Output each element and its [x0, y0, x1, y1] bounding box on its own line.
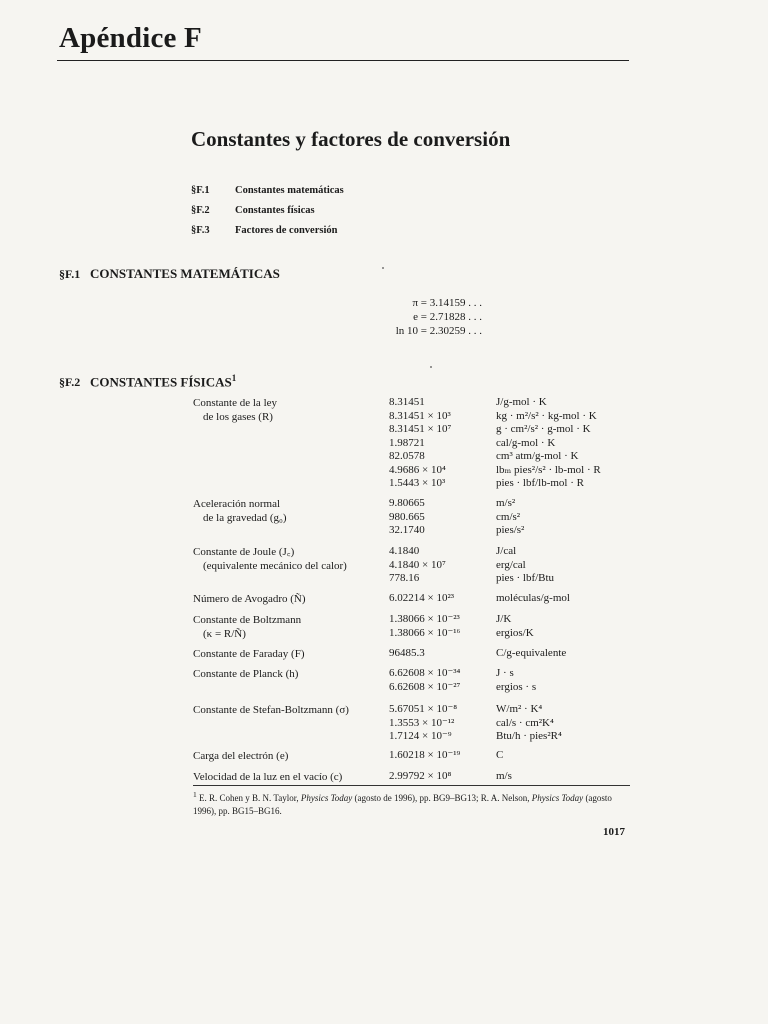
constant-value: 4.9686 × 10⁴: [389, 463, 446, 476]
constant-name-line: (κ = R/Ñ): [203, 628, 246, 640]
constant-value: 4.1840 × 10⁷: [389, 558, 446, 571]
constant-value: 1.38066 × 10⁻²³: [389, 613, 460, 625]
constant-unit: kg · m²/s² · kg-mol · K: [496, 409, 597, 422]
constant-value: 778.16: [389, 572, 420, 584]
page-number: 1017: [603, 826, 625, 838]
constant-values: [389, 613, 460, 640]
section-number: §F.2: [59, 375, 81, 390]
constant-units: [496, 545, 554, 586]
constant-value: 1.3553 × 10⁻¹²: [389, 716, 455, 729]
constant-unit: lbₘ pies²/s² · lb-mol · R: [496, 463, 601, 476]
constant-values: [389, 770, 451, 784]
constant-name: [193, 749, 288, 763]
constant-units: [496, 497, 524, 538]
constant-unit: J/g-mol · K: [496, 396, 547, 408]
scan-speck: [430, 366, 432, 368]
constant-value: 6.02214 × 10²³: [389, 592, 455, 604]
constant-unit: C: [496, 749, 504, 761]
section-number: §F.1: [59, 267, 81, 281]
constant-values: [389, 396, 451, 491]
toc-number: §F.1: [191, 185, 210, 196]
footnote-mark: 1: [231, 373, 237, 383]
constant-unit: J/cal: [496, 545, 517, 557]
constant-name: [193, 667, 298, 681]
constant-name: [193, 770, 342, 784]
constant-unit: m/s: [496, 770, 512, 782]
constant-name-line: Constante de Boltzmann: [193, 614, 302, 626]
constant-value: 2.99792 × 10⁸: [389, 770, 452, 782]
constant-unit: moléculas/g-mol: [496, 592, 570, 604]
section-title: CONSTANTES FÍSICAS: [90, 374, 232, 390]
constant-value: 6.62608 × 10⁻³⁴: [389, 667, 461, 679]
constant-name: [193, 545, 347, 573]
constant-values: [389, 592, 454, 606]
constant-value: 1.7124 × 10⁻⁹: [389, 730, 452, 742]
constant-unit: erg/cal: [496, 558, 526, 571]
constant-name: [193, 396, 277, 424]
constant-unit: J · s: [496, 667, 514, 679]
constant-units: [496, 667, 536, 694]
constant-value: 8.31451 × 10⁷: [389, 423, 452, 435]
constant-unit: pies/s²: [496, 524, 525, 536]
toc-number: §F.3: [191, 225, 210, 236]
toc-number: §F.2: [191, 205, 210, 216]
constant-unit: cal/s · cm²K⁴: [496, 716, 554, 729]
constant-unit: C/g-equivalente: [496, 647, 567, 659]
constant-name-line: Constante de Faraday (F): [193, 648, 305, 660]
constant-value: 1.60218 × 10⁻¹⁹: [389, 749, 461, 761]
constant-values: [389, 749, 460, 763]
scan-speck: [382, 267, 384, 269]
footnote: [193, 788, 633, 818]
constant-name-line: Constante de la ley: [193, 397, 278, 409]
constant-value: 1.5443 × 10³: [389, 477, 446, 489]
constant-units: [496, 647, 566, 661]
toc-label: Factores de conversión: [235, 225, 338, 236]
constant-name: [193, 703, 349, 717]
constant-value: 9.80665: [389, 497, 425, 509]
constant-units: [496, 396, 601, 491]
section-heading-math: [59, 266, 280, 282]
constant-units: [496, 749, 503, 763]
footnote-mark: 1: [193, 790, 197, 799]
constant-value: 1.38066 × 10⁻¹⁶: [389, 626, 461, 639]
constant-name-line: Aceleración normal: [193, 498, 281, 510]
constant-units: [496, 592, 570, 606]
constant-unit: Btu/h · pies²R⁴: [496, 730, 562, 742]
math-constant-e: e = 2.71828 . . .: [413, 311, 482, 323]
constant-name-line: Constante de Joule (J꜀): [193, 546, 295, 558]
constant-unit: pies · lbf/Btu: [496, 572, 555, 584]
constant-unit: cm³ atm/g-mol · K: [496, 450, 579, 462]
constant-unit: ergios/K: [496, 626, 534, 639]
constant-unit: J/K: [496, 613, 512, 625]
constant-unit: g · cm²/s² · g-mol · K: [496, 423, 591, 435]
footnote-text: (agosto de 1996), pp. BG9–BG13; R. A. Nelson,: [354, 793, 530, 803]
constant-name-line: Velocidad de la luz en el vacío (c): [193, 771, 343, 783]
constant-values: [389, 647, 425, 661]
constant-value: 32.1740: [389, 524, 425, 536]
constant-name-line: Carga del electrón (e): [193, 750, 289, 762]
toc-item: [191, 225, 337, 236]
constant-value: 96485.3: [389, 647, 425, 659]
footnote-journal: Physics Today: [300, 793, 353, 803]
constant-unit: ergios · s: [496, 680, 537, 693]
constant-unit: W/m² · K⁴: [496, 703, 543, 715]
constant-unit: cal/g-mol · K: [496, 436, 556, 449]
footnote-journal: Physics Today: [531, 793, 584, 803]
toc-label: Constantes matemáticas: [235, 185, 344, 196]
toc-item: [191, 185, 344, 196]
constant-unit: cm/s²: [496, 510, 521, 523]
toc-item: [191, 205, 315, 216]
section-heading-physical: [59, 373, 236, 390]
constant-values: [389, 667, 460, 694]
constant-name-line: Constante de Planck (h): [193, 668, 299, 680]
constant-name: [193, 592, 306, 606]
title-divider: [57, 60, 629, 61]
constant-name-line: Número de Avogadro (Ñ): [193, 593, 306, 605]
constant-name-line: (equivalente mecánico del calor): [203, 560, 347, 572]
footnote-divider: [193, 785, 630, 786]
math-constant-pi: π = 3.14159 . . .: [412, 297, 482, 309]
constant-value: 6.62608 × 10⁻²⁷: [389, 680, 461, 693]
math-constant-ln10: ln 10 = 2.30259 . . .: [395, 325, 482, 337]
constant-name-line: de los gases (R): [203, 411, 273, 423]
constant-values: [389, 545, 446, 586]
toc-label: Constantes físicas: [235, 205, 315, 216]
constant-values: [389, 703, 457, 744]
constant-name: [193, 497, 287, 525]
footnote-text: E. R. Cohen y B. N. Taylor,: [199, 793, 299, 803]
constant-value: 980.665: [389, 510, 425, 523]
constant-value: 82.0578: [389, 450, 425, 462]
constant-value: 5.67051 × 10⁻⁸: [389, 703, 458, 715]
constant-unit: m/s²: [496, 497, 516, 509]
constant-units: [496, 613, 534, 640]
constant-value: 1.98721: [389, 436, 425, 449]
constant-name: [193, 647, 305, 661]
footnote-text: (agosto 1996), pp. BG15–BG16.: [193, 793, 612, 816]
constant-value: 8.31451: [389, 396, 425, 408]
constant-name-line: de la gravedad (g₀): [203, 512, 287, 524]
section-title: CONSTANTES MATEMÁTICAS: [90, 266, 280, 281]
constant-units: [496, 770, 512, 784]
constant-unit: pies · lbf/lb-mol · R: [496, 477, 584, 489]
constant-units: [496, 703, 562, 744]
constant-value: 8.31451 × 10³: [389, 409, 451, 422]
constant-value: 4.1840: [389, 545, 420, 557]
chapter-title: Constantes y factores de conversión: [191, 127, 511, 151]
constant-values: [389, 497, 425, 538]
constant-name-line: Constante de Stefan-Boltzmann (σ): [193, 704, 349, 716]
constant-name: [193, 613, 301, 641]
appendix-title: Apéndice F: [59, 22, 202, 54]
